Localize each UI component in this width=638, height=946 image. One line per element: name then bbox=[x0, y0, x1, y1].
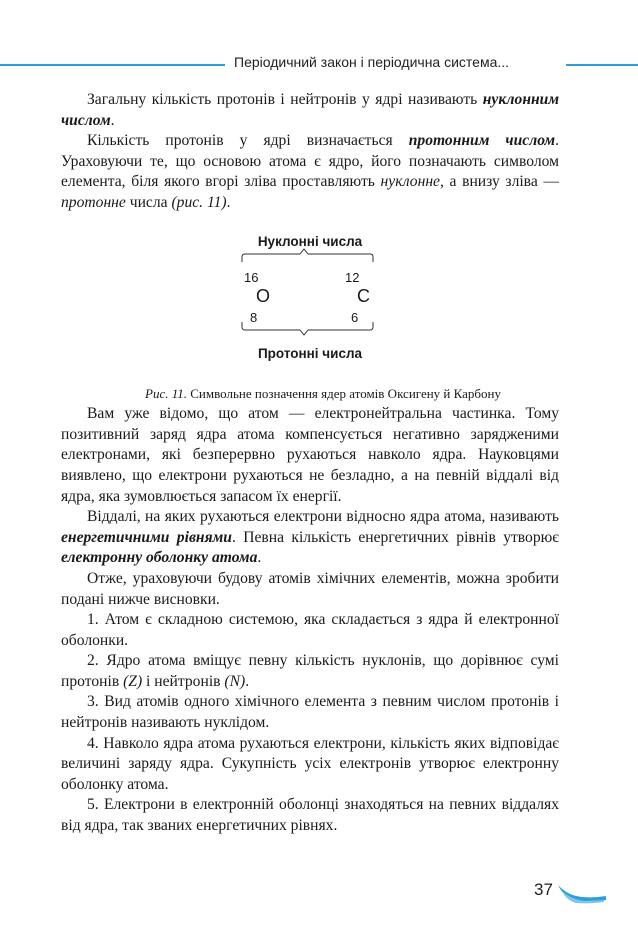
page-content bbox=[61, 90, 559, 837]
term-nucleon-number: нуклонним числом bbox=[61, 91, 559, 129]
paragraph-text: . bbox=[245, 672, 250, 690]
term-energy-levels: енергетичними рівнями bbox=[61, 528, 232, 546]
figure-caption bbox=[61, 384, 559, 405]
carbon-proton-number: 6 bbox=[351, 309, 359, 325]
paragraph-text: . Певна кількість енергетичних рівнів утворює bbox=[231, 528, 559, 546]
carbon-symbol: C bbox=[357, 285, 370, 306]
header-rule-left bbox=[0, 64, 225, 66]
page-footer bbox=[520, 880, 610, 910]
paragraph-text: і нейтронів bbox=[142, 672, 225, 690]
carbon-nucleon-number: 12 bbox=[345, 269, 360, 285]
list-item-2 bbox=[61, 651, 559, 692]
paragraph-text: Кількість протонів у ядрі визначається bbox=[87, 132, 409, 150]
paragraph-text: 2. Ядро атома вміщує певну кількість нуклонів, що дорівнює сумі протонів bbox=[61, 652, 559, 690]
figure-bottom-label: Протонні числа bbox=[257, 345, 363, 361]
emphasis-nucleon: нуклонне bbox=[380, 173, 440, 191]
paragraph-text: . Ураховуючи те, що основою атома є ядро, його позначають символом елемента, біля якого вгорі зліва проставляють bbox=[61, 132, 559, 191]
oxygen-proton-number: 8 bbox=[250, 309, 258, 325]
caption-text: Символьне позначення ядер атомів Оксигену й Карбону bbox=[187, 385, 501, 401]
paragraph-text: числа bbox=[125, 193, 172, 211]
list-item-4: 4. Навколо ядра атома рухаються електрони, кількість яких відповідає величині заряду ядра. Сукупність усіх електронів утворює електронну оболонку атома. bbox=[61, 734, 559, 793]
list-item-5: 5. Електрони в електронній оболонці знаходяться на певних віддалях від ядра, так званих енергетичних рівнях. bbox=[61, 796, 559, 835]
oxygen-symbol: O bbox=[256, 285, 271, 306]
emphasis-proton: протонне bbox=[61, 193, 126, 211]
oxygen-nucleon-number: 16 bbox=[244, 269, 259, 285]
paragraph-energy-levels bbox=[61, 507, 559, 569]
figure-reference: (рис. 11) bbox=[171, 193, 227, 211]
paragraph-electroneutral: Вам уже відомо, що атом — електронейтральна частинка. Тому позитивний заряд ядра атома компенсується негативно зарядженими електронами, які безперервно рухаються навколо ядра. Науковцями виявлено, що електрони рухаються не безладно, а на певній віддалі від ядра, яка зумовлюється запасом їх енергії. bbox=[61, 405, 559, 505]
symbol-z: (Z) bbox=[123, 672, 143, 690]
paragraph-conclusions-intro: Отже, ураховуючи будову атомів хімічних елементів, можна зробити подані нижче висновки. bbox=[61, 569, 559, 608]
figure-11 bbox=[61, 232, 559, 384]
paragraph-proton-number bbox=[61, 131, 559, 213]
page-number: 37 bbox=[534, 880, 553, 899]
figure-top-label: Нуклонні числа bbox=[257, 233, 363, 249]
running-title: Періодичний закон і періодична система... bbox=[234, 54, 510, 70]
top-brace bbox=[242, 249, 373, 262]
paragraph-text: . bbox=[110, 111, 115, 129]
paragraph-text: Загальну кількість протонів і нейтронів у ядрі називають bbox=[87, 91, 483, 108]
paragraph-text: Віддалі, на яких рухаються електрони відносно ядра атома, називають bbox=[87, 508, 559, 526]
caption-ref: Рис. 11. bbox=[145, 385, 188, 401]
wave-decoration-icon bbox=[520, 880, 610, 910]
list-item-1: 1. Атом є складною системою, яка складається з ядра й електронної оболонки. bbox=[61, 611, 559, 649]
term-proton-number: протонним числом bbox=[408, 132, 556, 150]
paragraph-text: . bbox=[257, 549, 262, 567]
symbol-n: (N) bbox=[224, 672, 246, 690]
list-item-3: 3. Вид атомів одного хімічного елемента з певним числом протонів і нейтронів називають нуклідом. bbox=[61, 693, 559, 732]
header-rule-right bbox=[566, 64, 638, 66]
term-electron-shell: електронну оболонку атома bbox=[61, 549, 258, 567]
paragraph-text: , а внизу зліва — bbox=[439, 173, 560, 191]
paragraph-text: . bbox=[226, 193, 231, 211]
running-header bbox=[0, 54, 638, 76]
paragraph-nucleon-number bbox=[61, 90, 559, 131]
